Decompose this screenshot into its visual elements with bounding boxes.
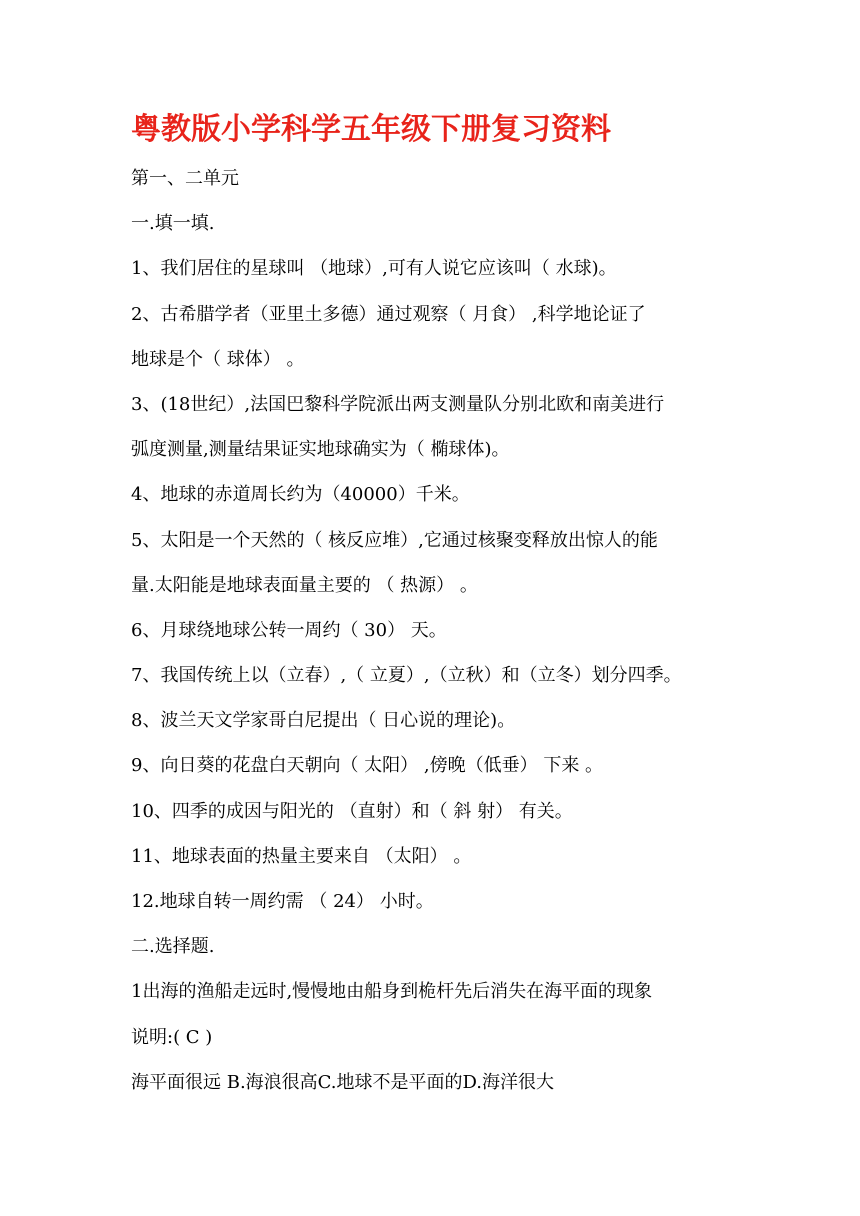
section-heading: 第一、二单元 xyxy=(131,168,239,189)
question-line: 5、太阳是一个天然的（ 核反应堆）,它通过核聚变释放出惊人的能 xyxy=(131,529,658,551)
document-title: 粤教版小学科学五年级下册复习资料 xyxy=(131,112,611,147)
question-line: 1出海的渔船走远时,慢慢地由船身到桅杆先后消失在海平面的现象 xyxy=(131,981,653,1003)
question-line: 7、我国传统上以（立春）,（ 立夏）,（立秋）和（立冬）划分四季。 xyxy=(131,665,682,687)
question-line: 弧度测量,测量结果证实地球确实为（ 椭球体)。 xyxy=(131,439,510,461)
question-line: 12.地球自转一周约需 （ 24） 小时。 xyxy=(131,891,434,912)
document-body xyxy=(131,156,741,1105)
question-line: 6、月球绕地球公转一周约（ 30） 天。 xyxy=(131,619,447,641)
question-line: 4、地球的赤道周长约为（40000）千米。 xyxy=(131,484,470,506)
question-line: 11、地球表面的热量主要来自 （太阳） 。 xyxy=(131,845,472,867)
question-line: 3、(18世纪）,法国巴黎科学院派出两支测量队分别北欧和南美进行 xyxy=(131,393,665,415)
question-line: 2、古希腊学者（亚里土多德）通过观察（ 月食） ,科学地论证了 xyxy=(131,303,646,325)
question-line: 地球是个（ 球体） 。 xyxy=(131,348,305,370)
question-line: 10、四季的成因与阳光的 （直射）和（ 斜 射） 有关。 xyxy=(131,800,573,822)
question-line: 说明:( C ) xyxy=(131,1026,213,1048)
question-line: 9、向日葵的花盘白天朝向（ 太阳） ,傍晚（低垂） 下来 。 xyxy=(131,755,604,777)
subsection-heading: 一.填一填. xyxy=(131,213,215,235)
question-line: 量.太阳能是地球表面量主要的 （ 热源） 。 xyxy=(131,574,478,596)
answer-options: 海平面很远 B.海浪很高C.地球不是平面的D.海洋很大 xyxy=(131,1071,555,1093)
question-line: 1、我们居住的星球叫 （地球）,可有人说它应该叫（ 水球)。 xyxy=(131,258,617,280)
subsection-heading: 二.选择题. xyxy=(131,936,215,958)
question-line: 8、波兰天文学家哥白尼提出（ 日心说的理论)。 xyxy=(131,710,516,732)
